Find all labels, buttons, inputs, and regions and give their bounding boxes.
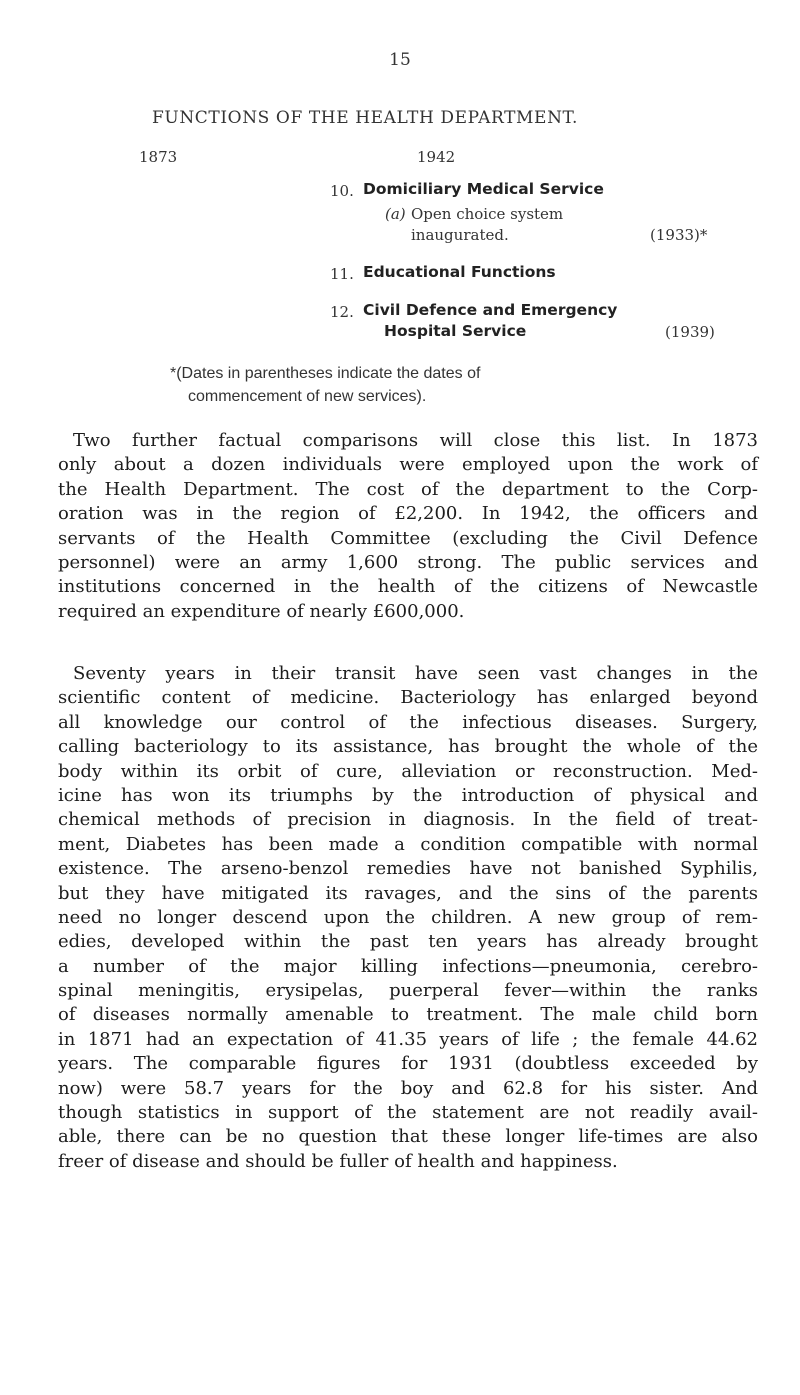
text-line: need no longer descend upon the children. A new group of rem- xyxy=(58,906,758,928)
column-heading-1942: 1942 xyxy=(417,148,456,166)
footnote-line: commencement of new services). xyxy=(188,388,427,405)
item-number: 12. xyxy=(330,303,354,321)
item-date: (1933)* xyxy=(650,226,708,244)
text-line: in 1871 had an expectation of 41.35 years of life ; the female 44.62 xyxy=(58,1028,758,1050)
paragraph xyxy=(58,429,758,624)
text-line: able, there can be no question that these longer life-times are also xyxy=(58,1126,758,1148)
text-line: now) were 58.7 years for the boy and 62.8 for his sister. And xyxy=(58,1077,758,1099)
paragraph xyxy=(58,662,758,1174)
text-line: all knowledge our control of the infectious diseases. Surgery, xyxy=(58,711,758,733)
text-line: spinal meningitis, erysipelas, puerperal fever—within the ranks xyxy=(58,980,758,1002)
text-line: institutions concerned in the health of the citizens of Newcastle xyxy=(58,576,758,598)
text-line: years. The comparable figures for 1931 (doubtless exceeded by xyxy=(58,1053,758,1075)
item-title: Hospital Service xyxy=(384,322,527,340)
item-sub-text: inaugurated. xyxy=(411,226,509,244)
text-line: though statistics in support of the statement are not readily avail- xyxy=(58,1102,758,1124)
item-title: Civil Defence and Emergency xyxy=(363,301,618,319)
page-number: 15 xyxy=(389,50,411,70)
item-number: 11. xyxy=(330,265,354,283)
text-line: Two further factual comparisons will close this list. In 1873 xyxy=(73,430,758,451)
item-sub-label: (a) xyxy=(385,205,406,223)
item-date: (1939) xyxy=(665,323,715,341)
page-title: FUNCTIONS OF THE HEALTH DEPARTMENT. xyxy=(152,108,578,128)
item-title: Domiciliary Medical Service xyxy=(363,180,604,198)
text-line: a number of the major killing infections—pneumonia, cerebro- xyxy=(58,955,758,977)
text-line: Seventy years in their transit have seen vast changes in the xyxy=(73,663,758,684)
item-title: Educational Functions xyxy=(363,263,556,281)
text-line: oration was in the region of £2,200. In 1942, the officers and xyxy=(58,503,758,525)
text-line: ment, Diabetes has been made a condition compatible with normal xyxy=(58,833,758,855)
footnote-line: *(Dates in parentheses indicate the dates of xyxy=(170,365,481,382)
text-line: chemical methods of precision in diagnosis. In the field of treat- xyxy=(58,809,758,831)
text-line: but they have mitigated its ravages, and the sins of the parents xyxy=(58,882,758,904)
text-line: freer of disease and should be fuller of health and happiness. xyxy=(58,1150,618,1172)
text-line: servants of the Health Committee (excluding the Civil Defence xyxy=(58,527,758,549)
text-line: the Health Department. The cost of the department to the Corp- xyxy=(58,478,758,500)
text-line: of diseases normally amenable to treatment. The male child born xyxy=(58,1004,758,1026)
item-sub-text: Open choice system xyxy=(411,205,564,223)
text-line: body within its orbit of cure, alleviation or reconstruction. Med- xyxy=(58,760,758,782)
text-line: edies, developed within the past ten years has already brought xyxy=(58,931,758,953)
text-line: only about a dozen individuals were employed upon the work of xyxy=(58,454,758,476)
column-heading-1873: 1873 xyxy=(139,148,178,166)
text-line: required an expenditure of nearly £600,000. xyxy=(58,600,465,622)
text-line: scientific content of medicine. Bacteriology has enlarged beyond xyxy=(58,687,758,709)
text-line: calling bacteriology to its assistance, has brought the whole of the xyxy=(58,736,758,758)
text-line: personnel) were an army 1,600 strong. The public services and xyxy=(58,551,758,573)
text-line: existence. The arseno-benzol remedies have not banished Syphilis, xyxy=(58,858,758,880)
text-line: icine has won its triumphs by the introduction of physical and xyxy=(58,784,758,806)
item-number: 10. xyxy=(330,182,354,200)
